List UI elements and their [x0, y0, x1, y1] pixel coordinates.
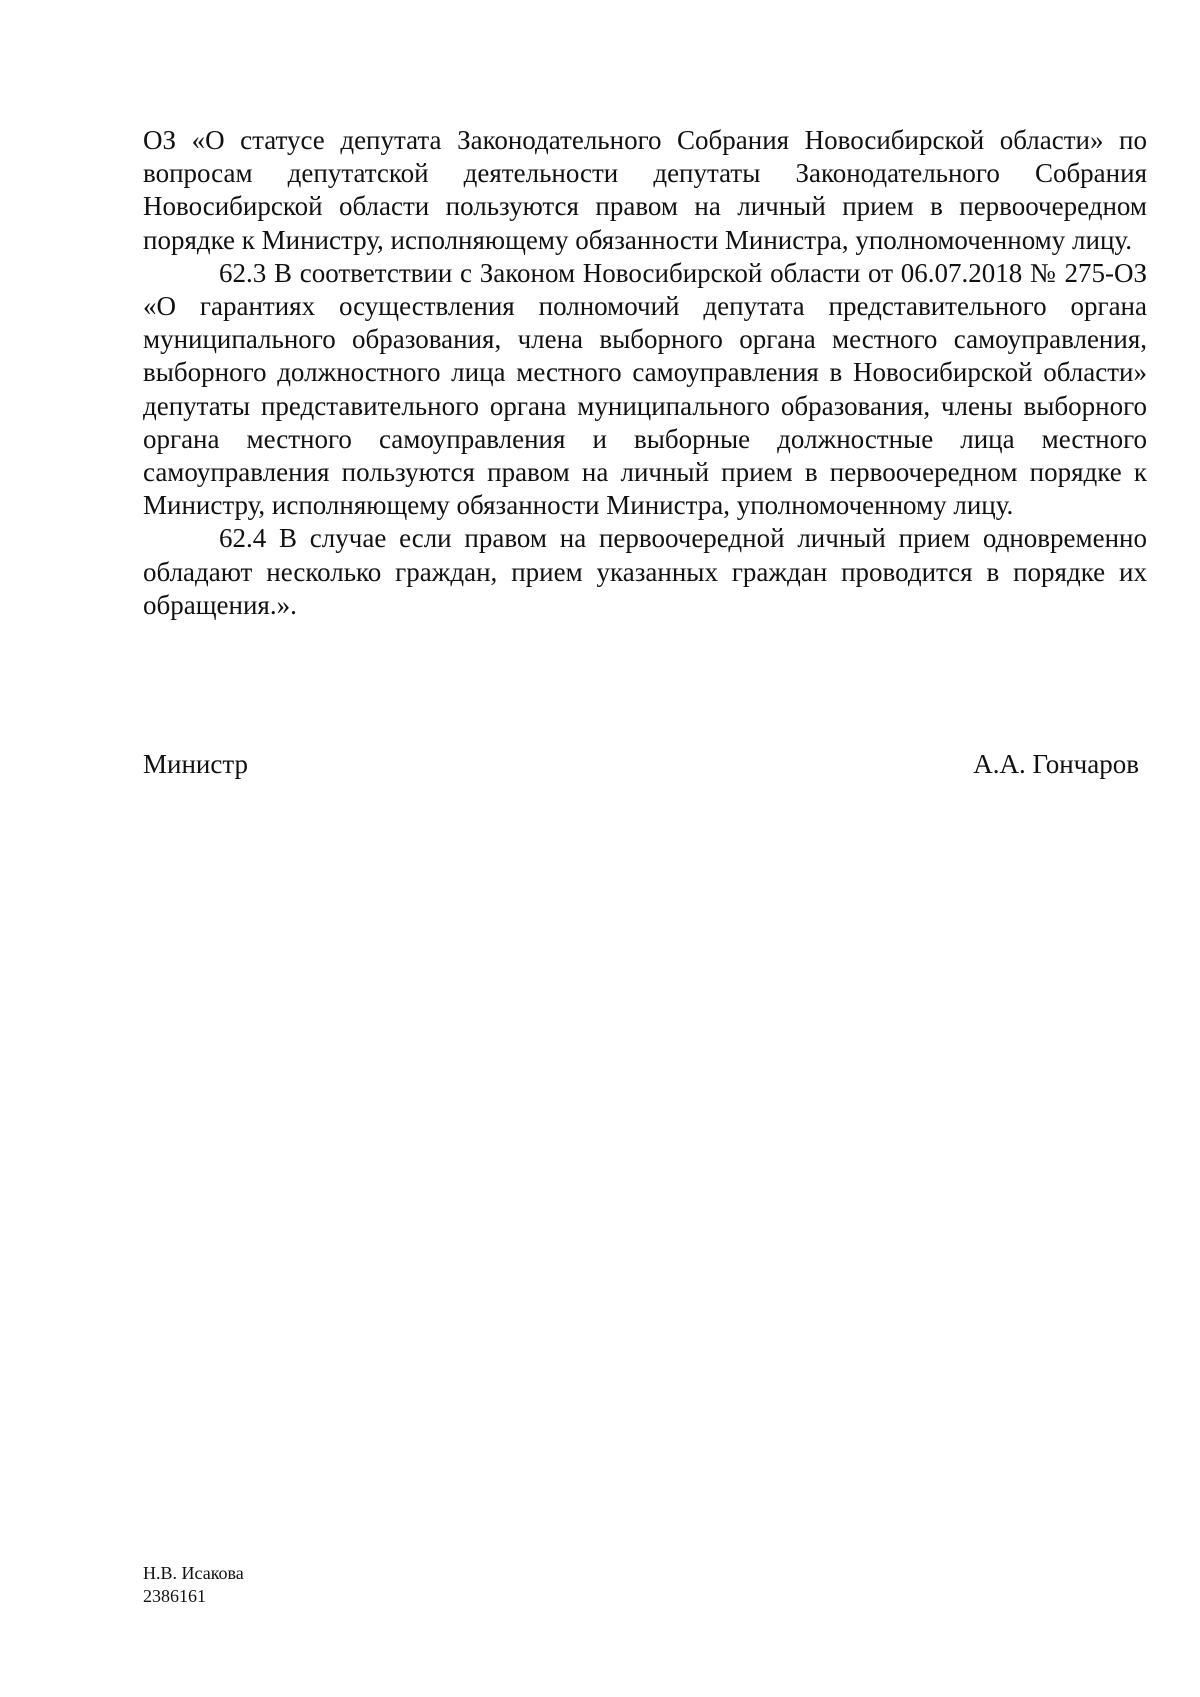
paragraph-continuation: ОЗ «О статусе депутата Законодательного Собрания Новосибирской области» по вопросам депутатской деятельности депутаты Законодательного Собрания Новосибирской области пользуются правом на личный прием в первоочередном порядке к Министру, исполняющему обязанности Министра, уполномоченному лицу.: [143, 125, 1147, 255]
paragraph-clause-62-3: 62.3 В соответствии с Законом Новосибирской области от 06.07.2018 № 275-ОЗ «О гарантиях осуществления полномочий депутата представительного органа муниципального образования, члена выборного органа местного самоуправления, выборного должностного лица местного самоуправления в Новосибирской области» депутаты представительного органа муниципального образования, члены выборного органа местного самоуправления и выборные должностные лица местного самоуправления пользуются правом на личный прием в первоочередном порядке к Министру, исполняющему обязанности Министра, уполномоченному лицу.: [143, 257, 1147, 521]
paragraph-clause-62-4: 62.4 В случае если правом на первоочередной личный прием одновременно обладают несколько граждан, прием указанных граждан проводится в порядке их обращения.».: [143, 523, 1147, 620]
signature-block: [143, 748, 1139, 781]
executor-name: Н.В. Исакова: [143, 1563, 244, 1583]
executor-phone: 2386161: [143, 1586, 206, 1606]
executor-footer: [143, 1562, 244, 1608]
signature-position: Министр: [143, 749, 248, 779]
document-body: [143, 124, 1147, 622]
signature-name: А.А. Гончаров: [973, 749, 1139, 779]
